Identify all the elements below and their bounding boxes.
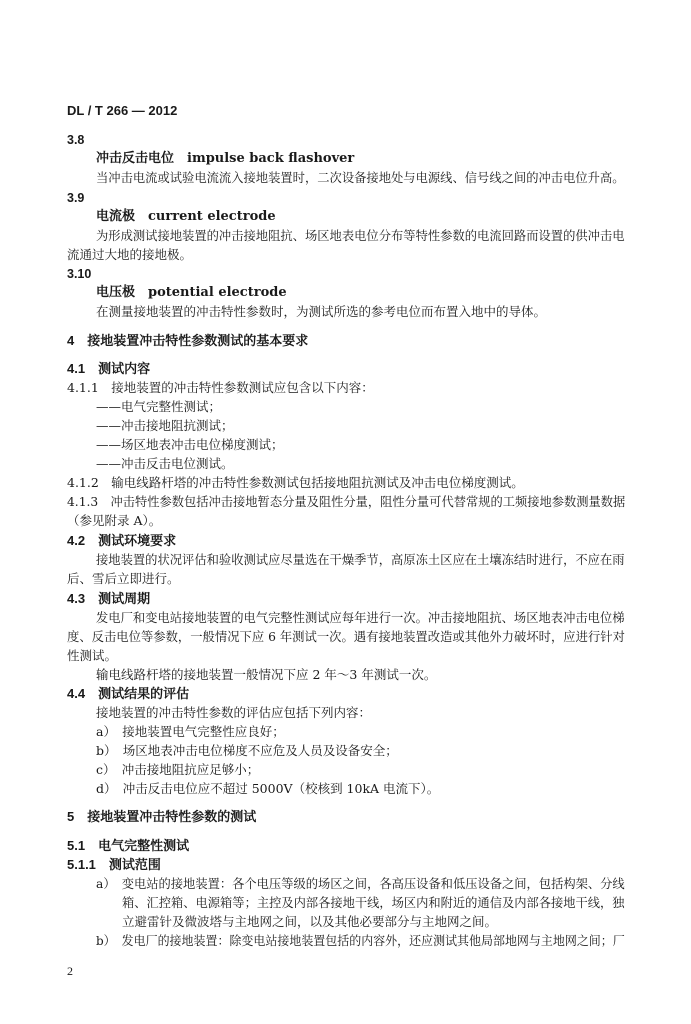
paragraph-line: 4.1.1 接地装置的冲击特性参数测试应包含以下内容：: [67, 380, 374, 395]
paragraph-line: 接地装置的冲击特性参数的评估应包括下列内容：: [96, 705, 372, 720]
term-title: 电流极 current electrode: [96, 209, 276, 224]
list-item: ——场区地表冲击电位梯度测试；: [96, 437, 284, 452]
paragraph-line: 后、雪后立即进行。: [67, 571, 180, 586]
list-item: d） 冲击反击电位应不超过 5000V（校核到 10kA 电流下）。: [96, 781, 440, 796]
paragraph-line: 在测量接地装置的冲击特性参数时，为测试所选的参考电位而布置入地中的导体。: [96, 304, 547, 319]
subsection-heading: 4.4 测试结果的评估: [67, 686, 190, 701]
paragraph-line: 接地装置的状况评估和验收测试应尽量选在干燥季节，高原冻土区应在土壤冻结时进行，不应在雨: [96, 552, 625, 567]
page-number: 2: [67, 964, 73, 978]
term-title: 电压极 potential electrode: [96, 285, 287, 300]
term-title: 冲击反击电位 impulse back flashover: [96, 151, 355, 166]
list-item: ——冲击反击电位测试。: [96, 456, 234, 471]
list-item: a） 变电站的接地装置：各个电压等级的场区之间，各高压设备和低压设备之间，包括构架、分线: [96, 876, 625, 891]
list-item: ——电气完整性测试；: [96, 399, 222, 414]
paragraph-line: 度、反击电位等参数，一般情况下应 6 年测试一次。遇有接地装置改造或其他外力破坏时，应进行针对: [67, 629, 625, 644]
paragraph-line: 输电线路杆塔的接地装置一般情况下应 2 年～3 年测试一次。: [96, 667, 437, 682]
document-header: DL / T 266 — 2012: [67, 103, 178, 118]
subsection-heading: 4.3 测试周期: [67, 591, 151, 606]
paragraph-line: 立避雷针及微波塔与主地网之间，以及其他必要部分与主地网之间。: [122, 914, 498, 929]
clause-number: 3.8: [67, 133, 85, 147]
paragraph-line: 发电厂和变电站接地装置的电气完整性测试应每年进行一次。冲击接地阻抗、场区地表冲击电位梯: [96, 610, 625, 625]
list-item: c） 冲击接地阻抗应足够小；: [96, 762, 260, 777]
paragraph-line: 性测试。: [67, 648, 118, 663]
section-heading: 5 接地装置冲击特性参数的测试: [67, 809, 257, 824]
paragraph-line: 4.1.2 输电线路杆塔的冲击特性参数测试包括接地阻抗测试及冲击电位梯度测试。: [67, 475, 524, 490]
paragraph-line: 当冲击电流或试验电流流入接地装置时，二次设备接地处与电源线、信号线之间的冲击电位升高。: [96, 170, 625, 185]
subsection-heading: 5.1.1 测试范围: [67, 857, 161, 872]
clause-number: 3.9: [67, 191, 85, 205]
subsection-heading: 5.1 电气完整性测试: [67, 838, 190, 853]
list-item: a） 接地装置电气完整性应良好；: [96, 724, 285, 739]
paragraph-line: 箱、汇控箱、电源箱等；主控及内部各接地干线，场区内和附近的通信及内部各接地干线，独: [122, 895, 625, 910]
list-item: ——冲击接地阻抗测试；: [96, 418, 234, 433]
list-item: b） 发电厂的接地装置：除变电站接地装置包括的内容外，还应测试其他局部地网与主地网之间；厂: [96, 933, 625, 948]
paragraph-line: （参见附录 A）。: [67, 513, 162, 528]
paragraph-line: 流通过大地的接地极。: [67, 247, 193, 262]
clause-number: 3.10: [67, 267, 92, 281]
paragraph-line: 4.1.3 冲击特性参数包括冲击接地暂态分量及阻性分量，阻性分量可代替常规的工频接地参数测量数据: [67, 494, 626, 509]
list-item: b） 场区地表冲击电位梯度不应危及人员及设备安全；: [96, 743, 398, 758]
subsection-heading: 4.1 测试内容: [67, 361, 151, 376]
paragraph-line: 为形成测试接地装置的冲击接地阻抗、场区地表电位分布等特性参数的电流回路而设置的供冲击电: [96, 228, 625, 243]
subsection-heading: 4.2 测试环境要求: [67, 533, 177, 548]
section-heading: 4 接地装置冲击特性参数测试的基本要求: [67, 333, 309, 348]
